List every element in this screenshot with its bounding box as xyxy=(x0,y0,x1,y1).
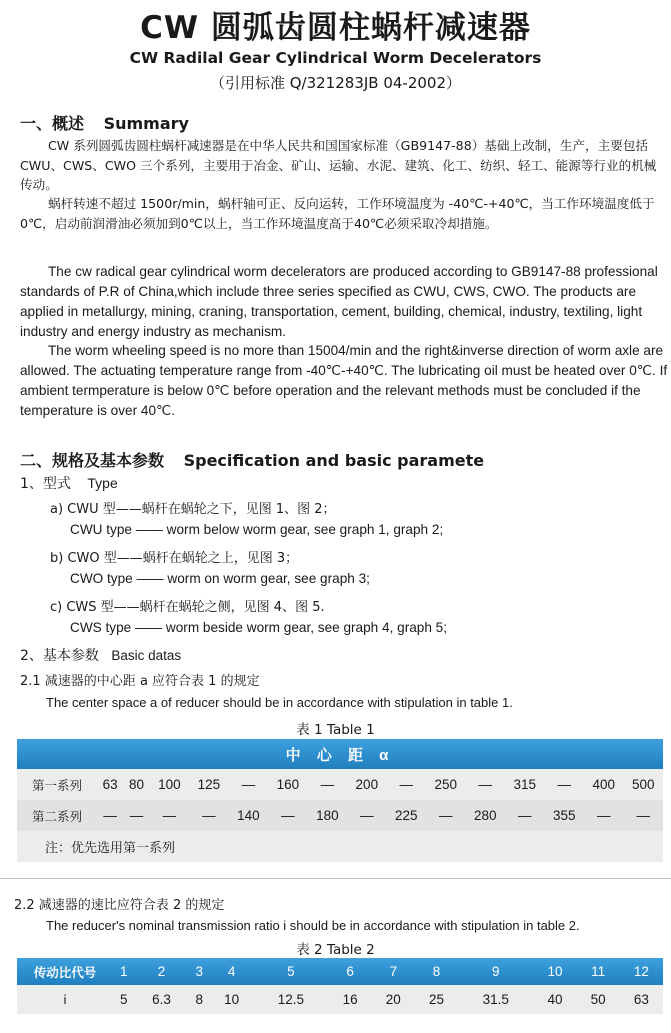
table2-code: 5 xyxy=(253,958,328,985)
table1-cell: — xyxy=(268,800,307,831)
table2-row-label: i xyxy=(17,985,113,1014)
table1-note: 注：优先选用第一系列 xyxy=(17,831,663,862)
table2-code: 2 xyxy=(135,958,189,985)
table1-cell: — xyxy=(97,800,123,831)
summary-heading-cn: 一、概述 xyxy=(20,114,85,133)
table1-header-row xyxy=(17,739,663,769)
table1-cell: — xyxy=(584,800,623,831)
table2-value: 16 xyxy=(329,985,372,1014)
table2-value: 6.3 xyxy=(135,985,189,1014)
type-a-cn: a) CWU 型——蜗杆在蜗轮之下，见图 1、图 2； xyxy=(50,502,336,517)
section-2-2-cn: 2.2 减速器的速比应符合表 2 的规定 xyxy=(14,898,225,913)
table2-header-row xyxy=(17,958,663,985)
type-b-cn: b) CWO 型——蜗杆在蜗轮之上，见图 3； xyxy=(50,551,299,566)
table-2-transmission-ratio xyxy=(17,958,663,1014)
table1-cell: 400 xyxy=(584,769,623,800)
summary-heading xyxy=(20,111,189,134)
summary-heading-en: Summary xyxy=(103,114,189,133)
table1-caption: 表 1 Table 1 xyxy=(296,722,375,738)
table2-value: 20 xyxy=(372,985,415,1014)
table1-cell: — xyxy=(123,800,149,831)
table2-code: 8 xyxy=(415,958,458,985)
table1-row-series-1 xyxy=(17,769,663,800)
table1-cell: 160 xyxy=(268,769,307,800)
page-subtitle-en: CW Radilal Gear Cylindrical Worm Decelerators xyxy=(129,49,542,67)
table1-row2-label: 第二系列 xyxy=(17,800,97,831)
table1-cell: 180 xyxy=(308,800,347,831)
table2-code: 7 xyxy=(372,958,415,985)
table1-cell: 225 xyxy=(387,800,426,831)
standard-reference: （引用标准 Q/321283JB 04-2002） xyxy=(209,74,462,92)
section-2-1-en: The center space a of reducer should be in accordance with stipulation in table 1. xyxy=(46,695,513,710)
table2-header-label: 传动比代号 xyxy=(17,958,113,985)
type-a-en: CWU type —— worm below worm gear, see graph 1, graph 2; xyxy=(70,522,444,537)
table2-code: 6 xyxy=(329,958,372,985)
table1-cell: 250 xyxy=(426,769,465,800)
table1-cell: 500 xyxy=(623,769,663,800)
table1-cell: 125 xyxy=(189,769,228,800)
table2-code: 4 xyxy=(210,958,253,985)
summary-cn-paragraph-1: CW 系列圆弧齿圆柱蜗杆减速器是在中华人民共和国国家标准（GB9147-88）基础上改制，生产，主要包括 CWU、CWS、CWO 三个系列，主要用于冶金、矿山、运输、水泥、建筑、化工、纺织、轻工、能源等行业的机械传动。 xyxy=(20,138,657,193)
table1-header: 中 心 距 α xyxy=(17,739,663,769)
table1-cell: — xyxy=(623,800,663,831)
table2-value: 31.5 xyxy=(458,985,533,1014)
table1-cell: — xyxy=(308,769,347,800)
section-divider xyxy=(0,878,671,879)
type-c-cn: c) CWS 型——蜗杆在蜗轮之侧，见图 4、图 5. xyxy=(50,600,325,615)
type-c-en: CWS type —— worm beside worm gear, see graph 4, graph 5; xyxy=(70,620,448,635)
table1-cell: 200 xyxy=(347,769,386,800)
table2-value: 10 xyxy=(210,985,253,1014)
table-1-center-distance xyxy=(17,739,663,862)
table2-value: 40 xyxy=(533,985,576,1014)
spec-heading-cn: 二、规格及基本参数 xyxy=(20,451,165,470)
table2-value: 12.5 xyxy=(253,985,328,1014)
table2-value: 5 xyxy=(113,985,135,1014)
table1-cell: — xyxy=(150,800,189,831)
table1-cell: — xyxy=(466,769,505,800)
table1-cell: — xyxy=(545,769,584,800)
table1-cell: — xyxy=(387,769,426,800)
table1-cell: 80 xyxy=(123,769,149,800)
type-b-en: CWO type —— worm on worm gear, see graph 3; xyxy=(70,571,370,586)
summary-cn-paragraph-2: 蜗杆转速不超过 1500r/min，蜗杆轴可正、反向运转，工作环境温度为 -40℃-+40℃，当工作环境温度低于0℃，启动前润滑油必须加到0℃以上，当工作环境温度高于40℃必须采取冷却措施。 xyxy=(20,196,655,231)
table2-value: 25 xyxy=(415,985,458,1014)
table1-cell: 355 xyxy=(545,800,584,831)
table1-cell: — xyxy=(347,800,386,831)
table2-code: 1 xyxy=(113,958,135,985)
table1-cell: 280 xyxy=(466,800,505,831)
table2-code: 11 xyxy=(577,958,620,985)
section-2-2-en: The reducer's nominal transmission ratio i should be in accordance with stipulation in table 2. xyxy=(46,918,580,933)
spec-heading-en: Specification and basic paramete xyxy=(183,451,485,470)
summary-en-paragraph-2: The worm wheeling speed is no more than 15004/min and the right&inverse direction of worm axle are allowed. The actuating temperature range from -40℃-+40℃. The lubricating oil must be heated over 0℃. If ambient termperature is below 0℃ before operation and the relevant methods must be concluded if the temperature is over 40℃. xyxy=(20,343,668,418)
table1-note-row xyxy=(17,831,663,862)
table1-cell: — xyxy=(189,800,228,831)
type-heading: 1、型式 Type xyxy=(20,475,118,492)
table2-value: 8 xyxy=(188,985,210,1014)
table2-value: 50 xyxy=(577,985,620,1014)
table1-cell: 140 xyxy=(229,800,268,831)
spec-heading xyxy=(20,448,484,471)
table1-cell: 315 xyxy=(505,769,544,800)
table2-code: 10 xyxy=(533,958,576,985)
table2-code: 3 xyxy=(188,958,210,985)
table1-row1-label: 第一系列 xyxy=(17,769,97,800)
table2-ratio-row xyxy=(17,985,663,1014)
basic-heading: 2、基本参数 Basic datas xyxy=(20,648,182,664)
summary-en-paragraph-1: The cw radical gear cylindrical worm decelerators are produced according to GB9147-88 professional standards of P.R of China,which include three series specified as CWU, CWS, CWO. The products are applied in metallurgy, mining, craning, transportation, cement, building, chemical, industry, textiling, light industry and energy industry as mechanism. xyxy=(20,264,658,339)
page-title: CW 圆弧齿圆柱蜗杆减速器 xyxy=(140,10,531,46)
table2-code: 9 xyxy=(458,958,533,985)
table2-caption: 表 2 Table 2 xyxy=(296,942,375,958)
table1-cell: — xyxy=(426,800,465,831)
table2-code: 12 xyxy=(620,958,663,985)
table2-value: 63 xyxy=(620,985,663,1014)
table1-cell: — xyxy=(505,800,544,831)
table1-row-series-2 xyxy=(17,800,663,831)
table1-cell: — xyxy=(229,769,268,800)
table1-cell: 63 xyxy=(97,769,123,800)
section-2-1-cn: 2.1 减速器的中心距 a 应符合表 1 的规定 xyxy=(20,674,260,689)
table1-cell: 100 xyxy=(150,769,189,800)
